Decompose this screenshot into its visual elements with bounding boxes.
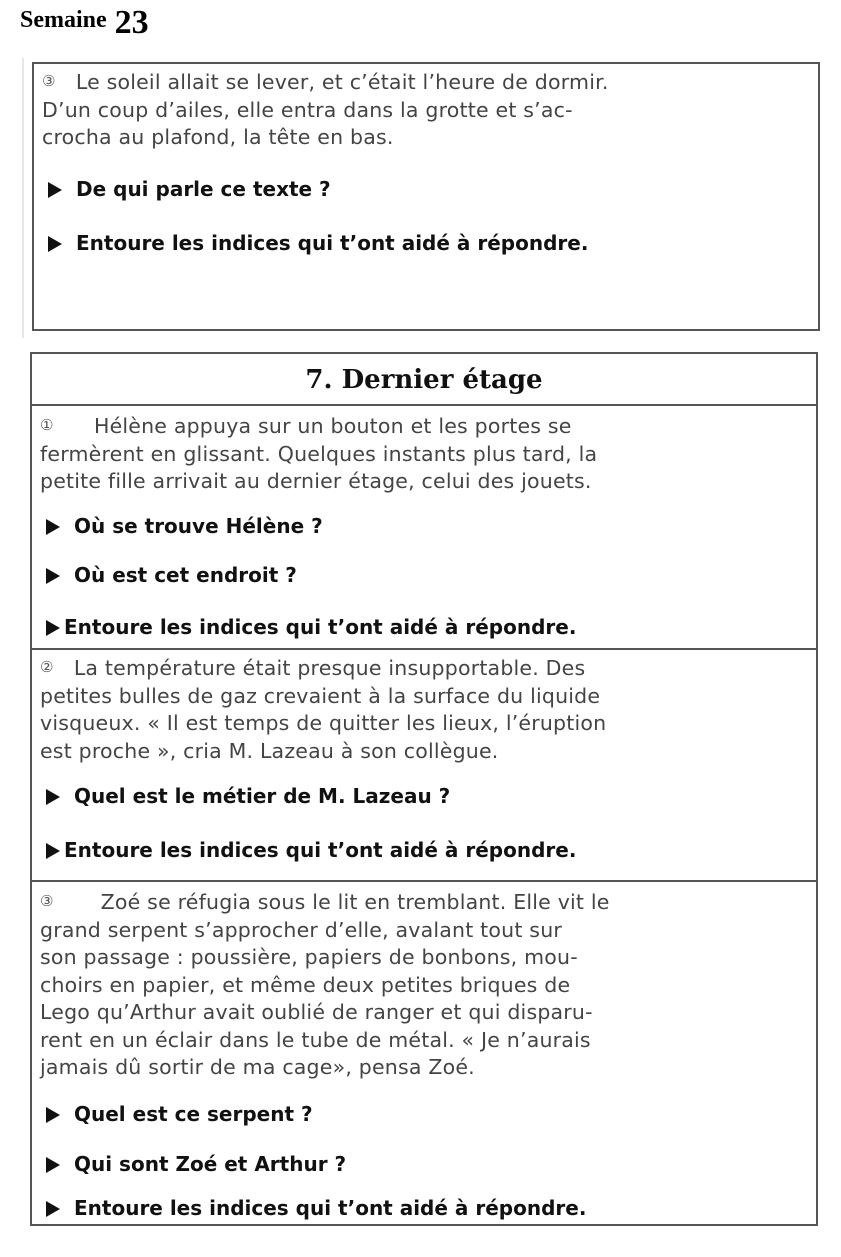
question-item: Entoure les indices qui t’ont aidé à répondre. [46,1196,586,1220]
paragraph-3 [42,68,806,152]
paragraph-3 [40,888,804,1082]
arrow-bullet-icon [46,1157,60,1173]
section-title: 7. Dernier étage [305,365,543,395]
paragraph-line: grand serpent s’approcher d’elle, avalant tout sur [40,917,563,942]
paragraph-line: est proche », cria M. Lazeau à son collègue. [40,738,499,763]
paragraph-1 [40,412,804,496]
paragraph-marker: ① [40,416,54,434]
worksheet-header [20,4,149,44]
paragraph-marker: ③ [40,892,54,910]
arrow-bullet-icon [46,789,60,805]
paragraph-line: ③ Le soleil allait se lever, et c’était l’heure de dormir. [42,70,609,94]
paragraph-line: D’un coup d’ailes, elle entra dans la grotte et s’ac- [42,97,573,122]
arrow-bullet-icon [48,182,62,198]
question-item: Quel est ce serpent ? [46,1102,313,1126]
arrow-bullet-icon [46,620,60,636]
paragraph-line: ② La température était presque insupportable. Des [40,656,586,680]
question-item: Quel est le métier de M. Lazeau ? [46,784,450,808]
question-item: Entoure les indices qui t’ont aidé à répondre. [46,615,576,639]
paragraph-line: son passage : poussière, papiers de bonbons, mou- [40,945,578,969]
paragraph-line: Lego qu’Arthur avait oublié de ranger et qui disparu- [40,1000,593,1024]
paragraph-line: ③ Zoé se réfugia sous le lit en tremblant. Elle vit le [40,890,610,914]
arrow-bullet-icon [48,236,62,252]
paragraph-line: fermèrent en glissant. Quelques instants plus tard, la [40,441,598,466]
arrow-bullet-icon [46,568,60,584]
week-label: Semaine [20,7,107,33]
paragraph-line: visqueux. « Il est temps de quitter les lieux, l’éruption [40,711,607,735]
paragraph-line: petite fille arrivait au dernier étage, celui des jouets. [40,469,592,493]
arrow-bullet-icon [46,843,60,859]
question-item: Où se trouve Hélène ? [46,514,323,538]
paragraph-line: crocha au plafond, la tête en bas. [42,125,394,149]
block-divider [32,648,816,650]
paragraph-line: petites bulles de gaz crevaient à la surface du liquide [40,683,601,708]
exercise-box-dernier-etage [30,352,818,1226]
arrow-bullet-icon [46,1201,60,1217]
paragraph-2 [40,654,804,765]
section-title-row [32,354,816,406]
question-item: De qui parle ce texte ? [48,177,331,201]
paragraph-line: rent en un éclair dans le tube de métal. « Je n’aurais [40,1027,591,1052]
paragraph-line: ① Hélène appuya sur un bouton et les portes se [40,414,572,438]
block-divider [32,880,816,882]
paragraph-marker: ③ [42,72,56,90]
question-item: Où est cet endroit ? [46,563,297,587]
exercise-box-previous [32,62,820,331]
question-item: Entoure les indices qui t’ont aidé à répondre. [46,838,576,862]
week-number: 23 [114,4,149,41]
paragraph-line: jamais dû sortir de ma cage», pensa Zoé. [40,1055,475,1079]
question-item: Qui sont Zoé et Arthur ? [46,1152,346,1176]
paragraph-marker: ② [40,658,54,676]
question-item: Entoure les indices qui t’ont aidé à répondre. [48,231,588,255]
arrow-bullet-icon [46,519,60,535]
paragraph-line: choirs en papier, et même deux petites briques de [40,972,571,997]
arrow-bullet-icon [46,1107,60,1123]
